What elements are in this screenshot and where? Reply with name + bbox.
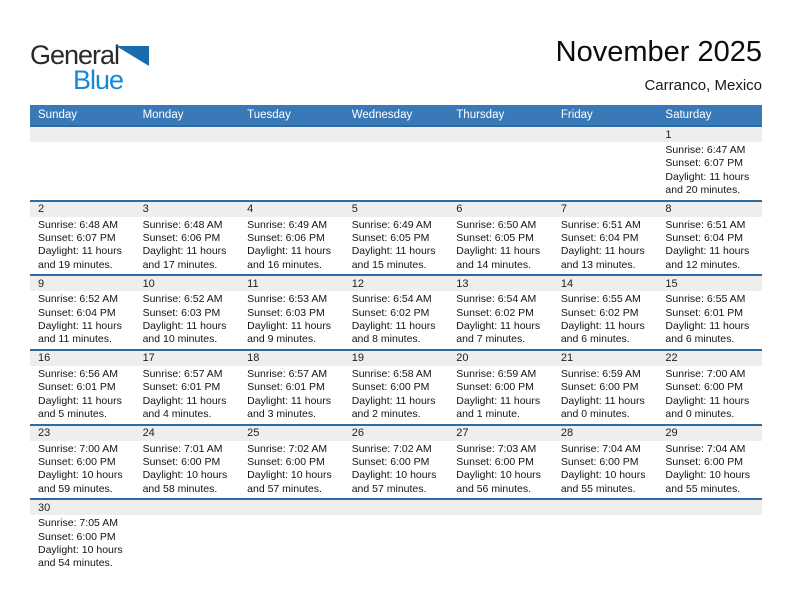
- day-of-week-label: Saturday: [665, 109, 712, 121]
- day-number-band: [30, 276, 762, 291]
- day-number-band: [30, 426, 762, 441]
- logo-text-general: General: [30, 40, 120, 70]
- day-detail-line: Sunrise: 6:48 AM: [142, 218, 223, 231]
- day-of-week-label: Friday: [560, 109, 593, 121]
- day-of-week-label: Sunday: [38, 109, 78, 121]
- calendar-week-row: [30, 200, 762, 275]
- day-detail-line: Sunrise: 6:52 AM: [142, 293, 223, 306]
- day-detail-line: Sunset: 6:00 PM: [247, 455, 325, 468]
- day-cell: [448, 142, 553, 200]
- calendar-week-row: [30, 424, 762, 499]
- day-cell: [135, 217, 240, 275]
- day-cell: [657, 291, 762, 349]
- day-detail-line: Sunrise: 7:00 AM: [38, 442, 118, 455]
- day-number: 14: [560, 277, 574, 290]
- day-detail-line: Sunset: 6:01 PM: [247, 381, 325, 394]
- day-detail-line: Sunset: 6:01 PM: [142, 381, 221, 394]
- day-number-band: [30, 127, 762, 142]
- day-detail-line: Sunrise: 6:59 AM: [560, 367, 641, 380]
- day-detail-line: and 55 minutes.: [560, 482, 636, 495]
- day-cell: [30, 291, 135, 349]
- day-detail-line: Sunrise: 6:52 AM: [38, 293, 118, 306]
- day-detail-line: and 0 minutes.: [560, 408, 630, 421]
- day-cell: [30, 515, 135, 573]
- day-detail-line: Daylight: 11 hours: [456, 245, 541, 258]
- day-detail-line: Daylight: 11 hours: [38, 245, 122, 258]
- day-detail-line: Daylight: 10 hours: [142, 469, 228, 482]
- day-detail-line: and 59 minutes.: [38, 482, 113, 495]
- day-cell: [239, 515, 344, 573]
- day-detail-line: and 16 minutes.: [247, 258, 322, 271]
- day-detail-line: Sunset: 6:06 PM: [142, 232, 221, 245]
- day-detail-line: Sunrise: 6:56 AM: [38, 367, 118, 380]
- day-cell: [553, 441, 658, 499]
- day-detail-line: and 14 minutes.: [456, 258, 531, 271]
- day-number: 13: [456, 277, 469, 290]
- day-number-band: [30, 351, 762, 366]
- day-cell: [239, 291, 344, 349]
- day-cell: [135, 142, 240, 200]
- day-detail-line: Sunrise: 6:51 AM: [560, 218, 641, 231]
- day-detail-line: Daylight: 10 hours: [38, 469, 123, 482]
- day-detail-line: and 54 minutes.: [38, 557, 113, 570]
- day-detail-line: Sunset: 6:00 PM: [456, 455, 534, 468]
- day-of-week-label: Wednesday: [351, 109, 413, 121]
- day-detail-line: Daylight: 11 hours: [456, 394, 541, 407]
- day-cell: [135, 366, 240, 424]
- day-detail-line: Sunset: 6:05 PM: [456, 232, 534, 245]
- day-detail-line: Sunset: 6:00 PM: [38, 530, 116, 543]
- day-cell: [239, 366, 344, 424]
- day-number: 25: [247, 427, 260, 439]
- day-number-band: [30, 500, 762, 515]
- day-cell: [239, 441, 344, 499]
- day-detail-line: and 57 minutes.: [247, 482, 322, 495]
- day-detail-line: Sunset: 6:02 PM: [560, 306, 639, 319]
- calendar-week-row: [30, 274, 762, 349]
- day-detail-line: and 6 minutes.: [665, 333, 735, 346]
- day-number: 5: [351, 203, 358, 216]
- day-detail-line: Sunrise: 6:47 AM: [665, 144, 746, 156]
- day-cell: [30, 366, 135, 424]
- day-cell: [135, 291, 240, 349]
- day-cell: [657, 515, 762, 573]
- day-detail-line: Sunrise: 6:53 AM: [247, 293, 328, 306]
- day-detail-line: and 55 minutes.: [665, 482, 741, 495]
- day-detail-line: and 1 minute.: [456, 408, 520, 421]
- day-detail-line: Sunrise: 6:49 AM: [247, 218, 328, 231]
- logo-text-blue: Blue: [73, 65, 124, 95]
- day-detail-line: and 56 minutes.: [456, 482, 531, 495]
- general-blue-logo: [30, 40, 150, 95]
- day-detail-line: Daylight: 10 hours: [560, 469, 646, 482]
- day-detail-line: Daylight: 11 hours: [247, 394, 331, 407]
- day-detail-line: Daylight: 11 hours: [665, 320, 750, 333]
- day-detail-line: Sunset: 6:00 PM: [351, 455, 430, 468]
- day-detail-line: and 9 minutes.: [247, 333, 317, 346]
- day-detail-line: and 6 minutes.: [560, 333, 630, 346]
- day-cell: [448, 291, 553, 349]
- day-cell: [344, 441, 449, 499]
- day-of-week-header: [30, 105, 762, 125]
- day-cell: [344, 291, 449, 349]
- day-detail-line: Sunrise: 7:02 AM: [351, 442, 432, 455]
- day-cell: [344, 366, 449, 424]
- day-number-band: [30, 202, 762, 217]
- day-number: 8: [665, 203, 672, 216]
- day-detail-line: Sunrise: 6:54 AM: [351, 293, 432, 306]
- day-detail-line: Sunset: 6:05 PM: [351, 232, 430, 245]
- day-detail-line: and 58 minutes.: [142, 482, 218, 495]
- week-details-row: [30, 366, 762, 424]
- day-detail-line: Daylight: 11 hours: [142, 245, 227, 258]
- day-detail-line: and 11 minutes.: [38, 333, 112, 346]
- day-number: 16: [38, 352, 51, 365]
- day-number: 3: [142, 203, 149, 216]
- day-detail-line: Sunset: 6:04 PM: [38, 306, 116, 319]
- day-detail-line: and 2 minutes.: [351, 408, 421, 421]
- day-detail-line: and 8 minutes.: [351, 333, 421, 346]
- day-cell: [344, 515, 449, 573]
- day-detail-line: Daylight: 11 hours: [38, 394, 122, 407]
- day-cell: [553, 515, 658, 573]
- day-detail-line: Sunrise: 7:01 AM: [142, 442, 223, 455]
- day-detail-line: Daylight: 11 hours: [142, 320, 227, 333]
- day-detail-line: Sunrise: 7:02 AM: [247, 442, 328, 455]
- day-cell: [553, 142, 658, 200]
- day-detail-line: Sunrise: 7:04 AM: [560, 442, 641, 455]
- calendar-grid: [30, 125, 762, 573]
- day-number: 24: [142, 427, 155, 439]
- day-detail-line: Sunrise: 7:05 AM: [38, 517, 118, 530]
- day-detail-line: Daylight: 11 hours: [665, 170, 750, 183]
- day-detail-line: Sunrise: 6:55 AM: [665, 293, 746, 306]
- day-detail-line: Daylight: 11 hours: [247, 320, 331, 333]
- day-detail-line: Sunset: 6:07 PM: [665, 157, 744, 170]
- week-details-row: [30, 142, 762, 200]
- day-cell: [135, 515, 240, 573]
- day-number: 26: [351, 427, 364, 439]
- day-cell: [239, 142, 344, 200]
- day-detail-line: Sunrise: 7:00 AM: [665, 367, 746, 380]
- day-cell: [657, 217, 762, 275]
- day-detail-line: Sunset: 6:02 PM: [456, 306, 534, 319]
- day-number: 21: [560, 352, 574, 365]
- day-detail-line: Daylight: 11 hours: [351, 320, 436, 333]
- day-detail-line: Sunrise: 6:50 AM: [456, 218, 537, 231]
- day-detail-line: Daylight: 11 hours: [665, 245, 750, 258]
- day-cell: [448, 217, 553, 275]
- day-detail-line: Daylight: 10 hours: [247, 469, 332, 482]
- day-detail-line: Daylight: 11 hours: [351, 394, 436, 407]
- day-detail-line: Sunset: 6:00 PM: [665, 381, 744, 394]
- day-cell: [344, 142, 449, 200]
- day-detail-line: and 15 minutes.: [351, 258, 427, 271]
- day-number: 1: [665, 128, 672, 141]
- day-of-week-label: Thursday: [456, 109, 505, 121]
- day-number: 12: [351, 277, 364, 290]
- day-detail-line: Sunset: 6:01 PM: [38, 381, 116, 394]
- day-detail-line: Sunrise: 6:57 AM: [247, 367, 328, 380]
- day-detail-line: Daylight: 11 hours: [560, 245, 645, 258]
- day-detail-line: Daylight: 11 hours: [665, 394, 750, 407]
- day-detail-line: Sunset: 6:04 PM: [560, 232, 639, 245]
- day-cell: [657, 441, 762, 499]
- day-number: 11: [247, 277, 259, 290]
- day-detail-line: and 17 minutes.: [142, 258, 218, 271]
- day-detail-line: Sunset: 6:01 PM: [665, 306, 744, 319]
- day-detail-line: Sunrise: 6:48 AM: [38, 218, 118, 231]
- calendar-week-row: [30, 125, 762, 200]
- day-detail-line: Sunset: 6:06 PM: [247, 232, 325, 245]
- day-detail-line: Sunset: 6:00 PM: [142, 455, 221, 468]
- day-detail-line: Daylight: 10 hours: [456, 469, 541, 482]
- day-detail-line: and 20 minutes.: [665, 184, 741, 197]
- day-cell: [448, 366, 553, 424]
- day-cell: [30, 142, 135, 200]
- day-detail-line: and 4 minutes.: [142, 408, 212, 421]
- day-detail-line: Daylight: 10 hours: [665, 469, 751, 482]
- day-detail-line: Sunset: 6:03 PM: [247, 306, 325, 319]
- day-number: 22: [665, 352, 678, 365]
- day-cell: [553, 217, 658, 275]
- day-cell: [448, 441, 553, 499]
- day-number: 9: [38, 277, 45, 290]
- day-detail-line: Sunset: 6:00 PM: [456, 381, 534, 394]
- day-detail-line: and 3 minutes.: [247, 408, 317, 421]
- day-detail-line: Daylight: 11 hours: [560, 394, 645, 407]
- week-details-row: [30, 291, 762, 349]
- day-detail-line: Sunrise: 6:54 AM: [456, 293, 537, 306]
- day-number: 7: [560, 203, 567, 216]
- day-detail-line: Sunrise: 6:55 AM: [560, 293, 641, 306]
- day-cell: [448, 515, 553, 573]
- day-of-week-label: Tuesday: [247, 109, 291, 121]
- day-number: 10: [142, 277, 155, 290]
- day-cell: [30, 217, 135, 275]
- day-number: 20: [456, 352, 469, 365]
- calendar-week-row: [30, 349, 762, 424]
- page-title: November 2025: [555, 36, 762, 68]
- day-number: 27: [456, 427, 469, 439]
- day-detail-line: Sunrise: 7:03 AM: [456, 442, 537, 455]
- day-cell: [657, 142, 762, 200]
- day-number: 30: [38, 501, 51, 514]
- day-detail-line: and 13 minutes.: [560, 258, 636, 271]
- day-detail-line: Sunset: 6:00 PM: [560, 455, 639, 468]
- day-number: 28: [560, 427, 574, 439]
- title-block: [556, 36, 762, 94]
- day-detail-line: Sunrise: 6:51 AM: [665, 218, 746, 231]
- day-cell: [135, 441, 240, 499]
- day-number: 29: [665, 427, 678, 439]
- day-detail-line: Sunset: 6:00 PM: [351, 381, 430, 394]
- day-cell: [239, 217, 344, 275]
- day-cell: [553, 291, 658, 349]
- day-detail-line: Sunrise: 6:57 AM: [142, 367, 223, 380]
- day-detail-line: Daylight: 11 hours: [560, 320, 645, 333]
- day-detail-line: Sunrise: 7:04 AM: [665, 442, 746, 455]
- day-number: 2: [38, 203, 45, 216]
- day-detail-line: and 19 minutes.: [38, 258, 113, 271]
- day-detail-line: and 10 minutes.: [142, 333, 218, 346]
- day-detail-line: Daylight: 11 hours: [247, 245, 331, 258]
- day-detail-line: Sunrise: 6:59 AM: [456, 367, 537, 380]
- day-detail-line: and 12 minutes.: [665, 258, 741, 271]
- day-detail-line: and 5 minutes.: [38, 408, 107, 421]
- day-cell: [30, 441, 135, 499]
- logo-triangle-icon: [116, 46, 149, 66]
- week-details-row: [30, 441, 762, 499]
- day-detail-line: Sunset: 6:02 PM: [351, 306, 430, 319]
- day-detail-line: Sunset: 6:03 PM: [142, 306, 221, 319]
- day-detail-line: Daylight: 11 hours: [142, 394, 227, 407]
- day-detail-line: Daylight: 10 hours: [351, 469, 437, 482]
- day-cell: [553, 366, 658, 424]
- day-cell: [657, 366, 762, 424]
- day-detail-line: Sunrise: 6:58 AM: [351, 367, 432, 380]
- day-number: 6: [456, 203, 463, 216]
- day-number: 17: [142, 352, 155, 365]
- day-number: 23: [38, 427, 51, 439]
- location-subtitle: Carranco, Mexico: [644, 77, 762, 94]
- day-detail-line: Daylight: 11 hours: [38, 320, 122, 333]
- day-number: 15: [665, 277, 678, 290]
- day-detail-line: and 57 minutes.: [351, 482, 427, 495]
- day-detail-line: Sunset: 6:04 PM: [665, 232, 744, 245]
- day-detail-line: and 0 minutes.: [665, 408, 735, 421]
- week-details-row: [30, 217, 762, 275]
- calendar: [30, 105, 762, 573]
- day-number: 18: [247, 352, 260, 365]
- day-detail-line: Daylight: 10 hours: [38, 543, 123, 556]
- day-detail-line: Sunset: 6:00 PM: [38, 455, 116, 468]
- week-details-row: [30, 515, 762, 573]
- day-detail-line: Sunset: 6:07 PM: [38, 232, 116, 245]
- day-detail-line: Sunset: 6:00 PM: [665, 455, 744, 468]
- day-detail-line: and 7 minutes.: [456, 333, 526, 346]
- day-number: 19: [351, 352, 364, 365]
- day-cell: [344, 217, 449, 275]
- day-of-week-label: Monday: [142, 109, 184, 121]
- day-detail-line: Sunset: 6:00 PM: [560, 381, 639, 394]
- day-detail-line: Sunrise: 6:49 AM: [351, 218, 432, 231]
- day-detail-line: Daylight: 11 hours: [351, 245, 436, 258]
- day-number: 4: [247, 203, 254, 216]
- calendar-week-row: [30, 498, 762, 573]
- day-detail-line: Daylight: 11 hours: [456, 320, 541, 333]
